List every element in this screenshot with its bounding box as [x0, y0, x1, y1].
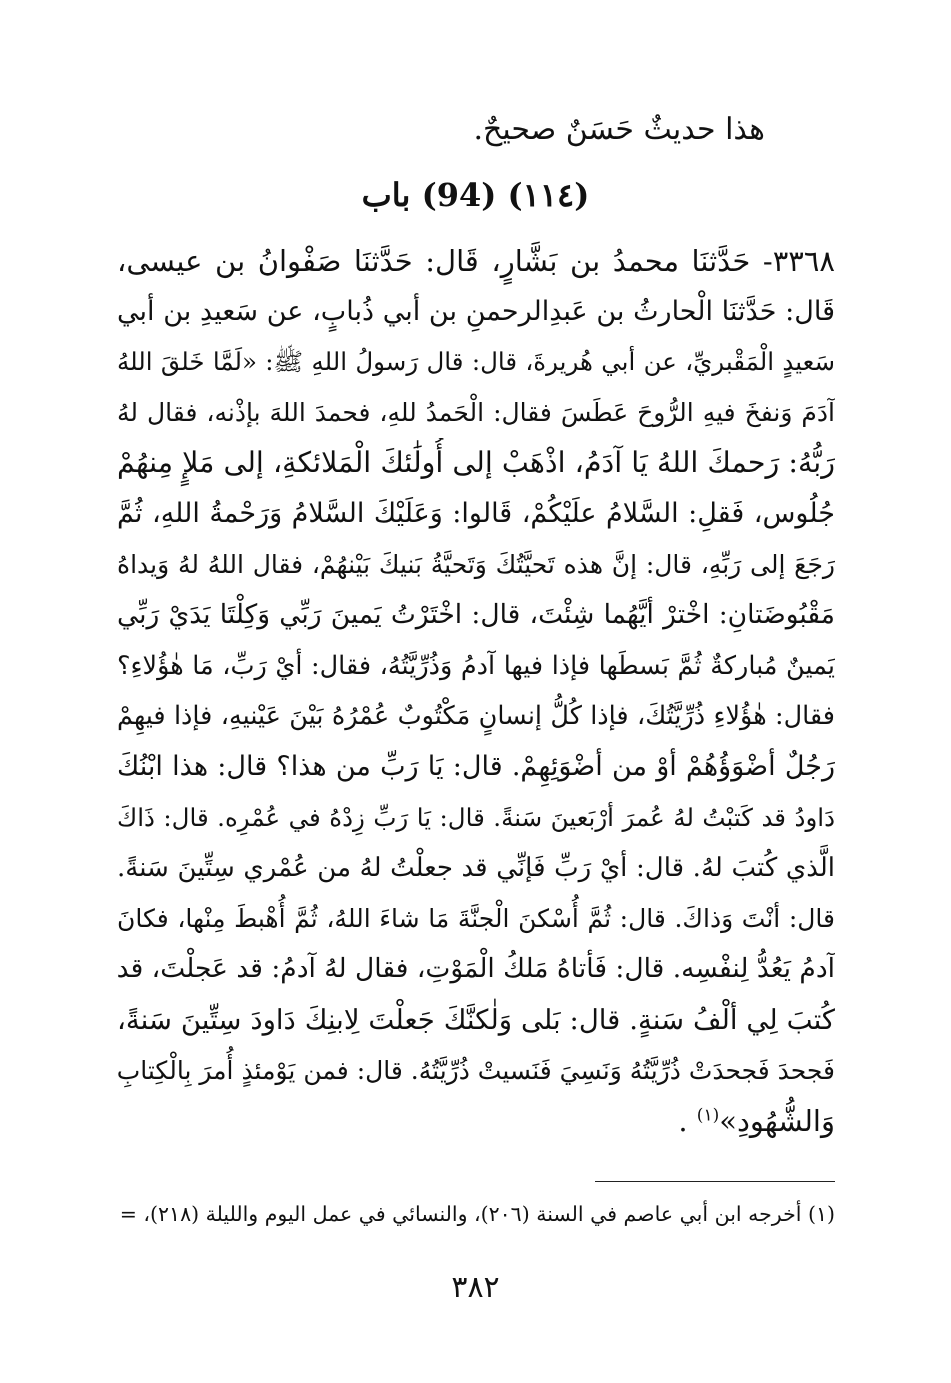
hadith-text [117, 236, 835, 1147]
closing-statement: هذا حديثٌ حَسَنٌ صحيحٌ. [473, 112, 765, 147]
footnote-reference: (١) [696, 1105, 720, 1126]
text-line: فقال: هٰؤُلاءِ ذُرِّيَّتُكَ، فإذا كُلُّ إنسانٍ مَكْتُوبٌ عُمْرُهُ بَيْنَ عَيْنيهِ، فإذا فيهِمْ [117, 701, 835, 732]
text-line: رَجَعَ إلى رَبِّهِ، قال: إنَّ هذه تَحيَّتُكَ وَتَحيَّةُ بَنيكَ بَيْنهُمْ، فقال اللهُ لهُ وَيداهُ [117, 549, 835, 579]
text-line: سَعيدٍ الْمَقْبريِّ، عن أبي هُريرةَ، قال: قال رَسولُ اللهِ ﷺ: «لَمَّا خَلقَ اللهُ [117, 347, 835, 377]
text-line: رَبُّهُ: رَحمكَ اللهُ يَا آدَمُ، اذْهَبْ إلى أُولَٰئكَ الْمَلائكةِ، إلى مَلإٍ مِنهُمْ [117, 446, 835, 480]
page-number: ٣٨٢ [451, 1270, 500, 1305]
text-line: دَاودُ قد كَتبْتُ لهُ عُمرَ أرْبَعينَ سَنةً. قال: يَا رَبِّ زِدْهُ في عُمْرِه. قال: ذَاكَ [117, 802, 835, 832]
text-line-final-content: وَالشُّهُودِ» [719, 1104, 835, 1139]
text-line: آدمُ يَعُدُّ لِنفْسِه. قال: فَأتاهُ مَلكُ الْمَوْتِ، فقال لهُ آدمُ: قد عَجلْتَ، قد [117, 953, 835, 985]
footnote: (١) أخرجه ابن أبي عاصم في السنة (٢٠٦)، والنسائي في عمل اليوم والليلة (٢١٨)، = [119, 1202, 835, 1226]
text-line: قَال: حَدَّثنَا الْحارثُ بن عَبدِالرحمنِ بن أبي ذُبابٍ، عن سَعيدِ بن أبي [117, 295, 835, 327]
text-line: فَجحدَ فَجحدَتْ ذُرِّيَّتُهُ وَنَسِيَ فَنَسيتْ ذُرِّيَّتُهُ. قال: فمن يَوْمئذٍ أُمرَ بِالْكِتابِ [117, 1055, 835, 1085]
chapter-heading [0, 172, 951, 218]
text-line: مَقْبُوضَتانِ: اخْترْ أيَّهُما شِئْتَ، قال: اخْتَرْتُ يَمينَ رَبِّي وَكِلْتَا يَدَيْ رَبِّي [117, 599, 835, 631]
text-line: يَمينٌ مُباركةٌ ثُمَّ بَسطَها فإذا فيها آدمُ وَذُرِّيَّتُهُ، فقال: أيْ رَبِّ، مَا هٰؤُلاءِ؟ [117, 650, 835, 681]
footnote-separator [595, 1181, 835, 1182]
text-line: قال: أنْتَ وَذاكَ. قال: ثُمَّ أُسْكنَ الْجنَّةَ مَا شاءَ اللهُ، ثُمَّ أُهْبطَ مِنْها، فكانَ [117, 903, 835, 933]
text-line: رَجُلٌ أضْوَؤُهُمْ أوْ من أضْوَئِهِمْ. قال: يَا رَبِّ من هذا؟ قال: هذا ابْنُكَ [117, 750, 835, 782]
text-line: كُتبَ لِي ألْفُ سَنةٍ. قال: بَلى وَلٰكنَّكَ جَعلْتَ لِابنِكَ دَاودَ سِتِّينَ سَنةً، [117, 1003, 835, 1036]
chapter-number-latin: (94) [421, 176, 497, 214]
text-line: جُلُوس، فَقلِ: السَّلامُ علَيْكُمْ، قَالوا: وَعَلَيْكَ السَّلامُ وَرَحْمةُ اللهِ، ثُمَّ [117, 497, 835, 529]
chapter-number-arabic: (١١٤) [507, 176, 590, 214]
text-line: الَّذي كُتبَ لهُ. قال: أيْ رَبِّ فَإنِّي قد جعلْتُ لهُ من عُمْري سِتِّينَ سَنةً. [117, 853, 835, 884]
text-line: ٣٣٦٨- حَدَّثنَا محمدُ بن بَشَّارٍ، قَال: حَدَّثنَا صَفْوانُ بن عيسى، [117, 244, 835, 278]
chapter-word: باب [361, 176, 411, 214]
text-line-final: وَالشُّهُودِ»$^{(١)}$ . [678, 1104, 835, 1139]
text-line: آدَمَ وَنفخَ فيهِ الرُّوحَ عَطَسَ فقال: الْحَمدُ للهِ، فحمدَ اللهَ بإذْنه، فقال لهُ [117, 397, 835, 427]
